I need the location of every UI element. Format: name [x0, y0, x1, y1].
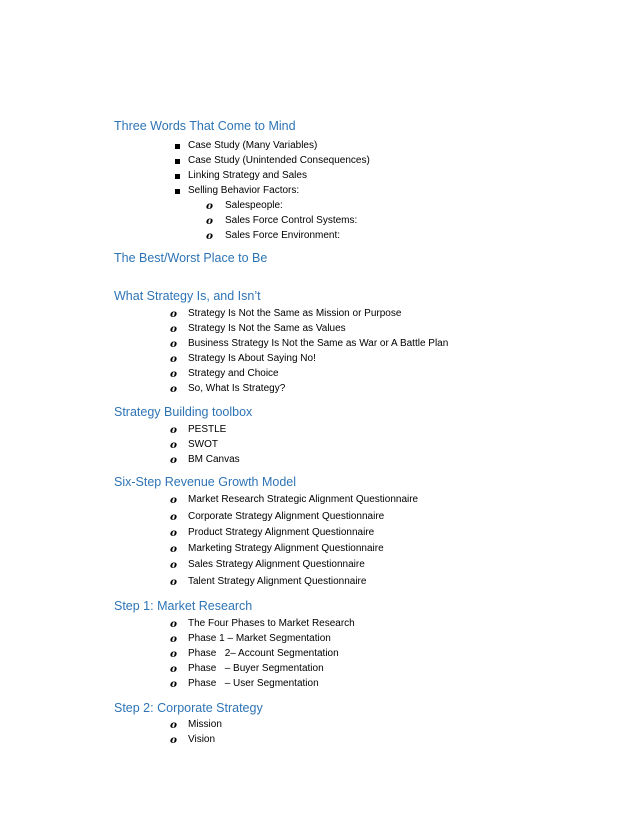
list-item: Strategy Is About Saying No! — [188, 353, 316, 364]
sub-bullet-marker: o — [206, 215, 214, 227]
bullet-marker: o — [170, 368, 178, 380]
list-item: Case Study (Unintended Consequences) — [188, 155, 370, 166]
section-heading: What Strategy Is, and Isn’t — [114, 289, 261, 303]
bullet-marker: o — [170, 424, 178, 436]
square-bullet-icon — [175, 174, 180, 179]
bullet-marker: o — [170, 454, 178, 466]
bullet-marker: o — [170, 383, 178, 395]
bullet-marker: o — [170, 353, 178, 365]
list-item: The Four Phases to Market Research — [188, 618, 355, 629]
sub-list-item: Salespeople: — [225, 200, 283, 211]
bullet-marker: o — [170, 618, 178, 630]
bullet-marker: o — [170, 648, 178, 660]
list-item: Strategy and Choice — [188, 368, 279, 379]
list-item: Phase 2– Account Segmentation — [188, 648, 339, 659]
list-item: Selling Behavior Factors: — [188, 185, 300, 196]
bullet-marker: o — [170, 678, 178, 690]
bullet-marker: o — [170, 527, 178, 539]
list-item: Marketing Strategy Alignment Questionnaire — [188, 543, 384, 554]
sub-list-item: Sales Force Control Systems: — [225, 215, 358, 226]
bullet-marker: o — [170, 719, 178, 731]
list-item: Vision — [188, 734, 216, 745]
section-heading: Three Words That Come to Mind — [114, 119, 296, 133]
bullet-marker: o — [170, 494, 178, 506]
list-item: SWOT — [188, 439, 218, 450]
list-item: Sales Strategy Alignment Questionnaire — [188, 559, 365, 570]
list-item: Phase 1 – Market Segmentation — [188, 633, 331, 644]
bullet-marker: o — [170, 511, 178, 523]
sub-bullet-marker: o — [206, 230, 214, 242]
section-heading: The Best/Worst Place to Be — [114, 251, 268, 265]
section-heading: Six-Step Revenue Growth Model — [114, 475, 297, 489]
bullet-marker: o — [170, 338, 178, 350]
list-item: So, What Is Strategy? — [188, 383, 286, 394]
bullet-marker: o — [170, 543, 178, 555]
bullet-marker: o — [170, 308, 178, 320]
list-item: Case Study (Many Variables) — [188, 140, 318, 151]
square-bullet-icon — [175, 159, 180, 164]
list-item: Corporate Strategy Alignment Questionnaire — [188, 511, 385, 522]
list-item: Talent Strategy Alignment Questionnaire — [188, 576, 367, 587]
section-heading: Strategy Building toolbox — [114, 405, 253, 419]
sub-list-item: Sales Force Environment: — [225, 230, 341, 241]
section-heading: Step 2: Corporate Strategy — [114, 701, 263, 715]
bullet-marker: o — [170, 633, 178, 645]
section-heading: Step 1: Market Research — [114, 599, 253, 613]
list-item: Market Research Strategic Alignment Questionnaire — [188, 494, 419, 505]
bullet-marker: o — [170, 734, 178, 746]
sub-bullet-marker: o — [206, 200, 214, 212]
square-bullet-icon — [175, 189, 180, 194]
list-item: PESTLE — [188, 424, 227, 435]
bullet-marker: o — [170, 559, 178, 571]
list-item: Mission — [188, 719, 222, 730]
list-item: Phase – Buyer Segmentation — [188, 663, 324, 674]
list-item: Phase – User Segmentation — [188, 678, 319, 689]
bullet-marker: o — [170, 323, 178, 335]
list-item: Strategy Is Not the Same as Values — [188, 323, 346, 334]
bullet-marker: o — [170, 576, 178, 588]
list-item: Strategy Is Not the Same as Mission or Purpose — [188, 308, 402, 319]
list-item: Product Strategy Alignment Questionnaire — [188, 527, 375, 538]
list-item: BM Canvas — [188, 454, 240, 465]
list-item: Business Strategy Is Not the Same as War or A Battle Plan — [188, 338, 449, 349]
bullet-marker: o — [170, 663, 178, 675]
square-bullet-icon — [175, 144, 180, 149]
bullet-marker: o — [170, 439, 178, 451]
list-item: Linking Strategy and Sales — [188, 170, 307, 181]
